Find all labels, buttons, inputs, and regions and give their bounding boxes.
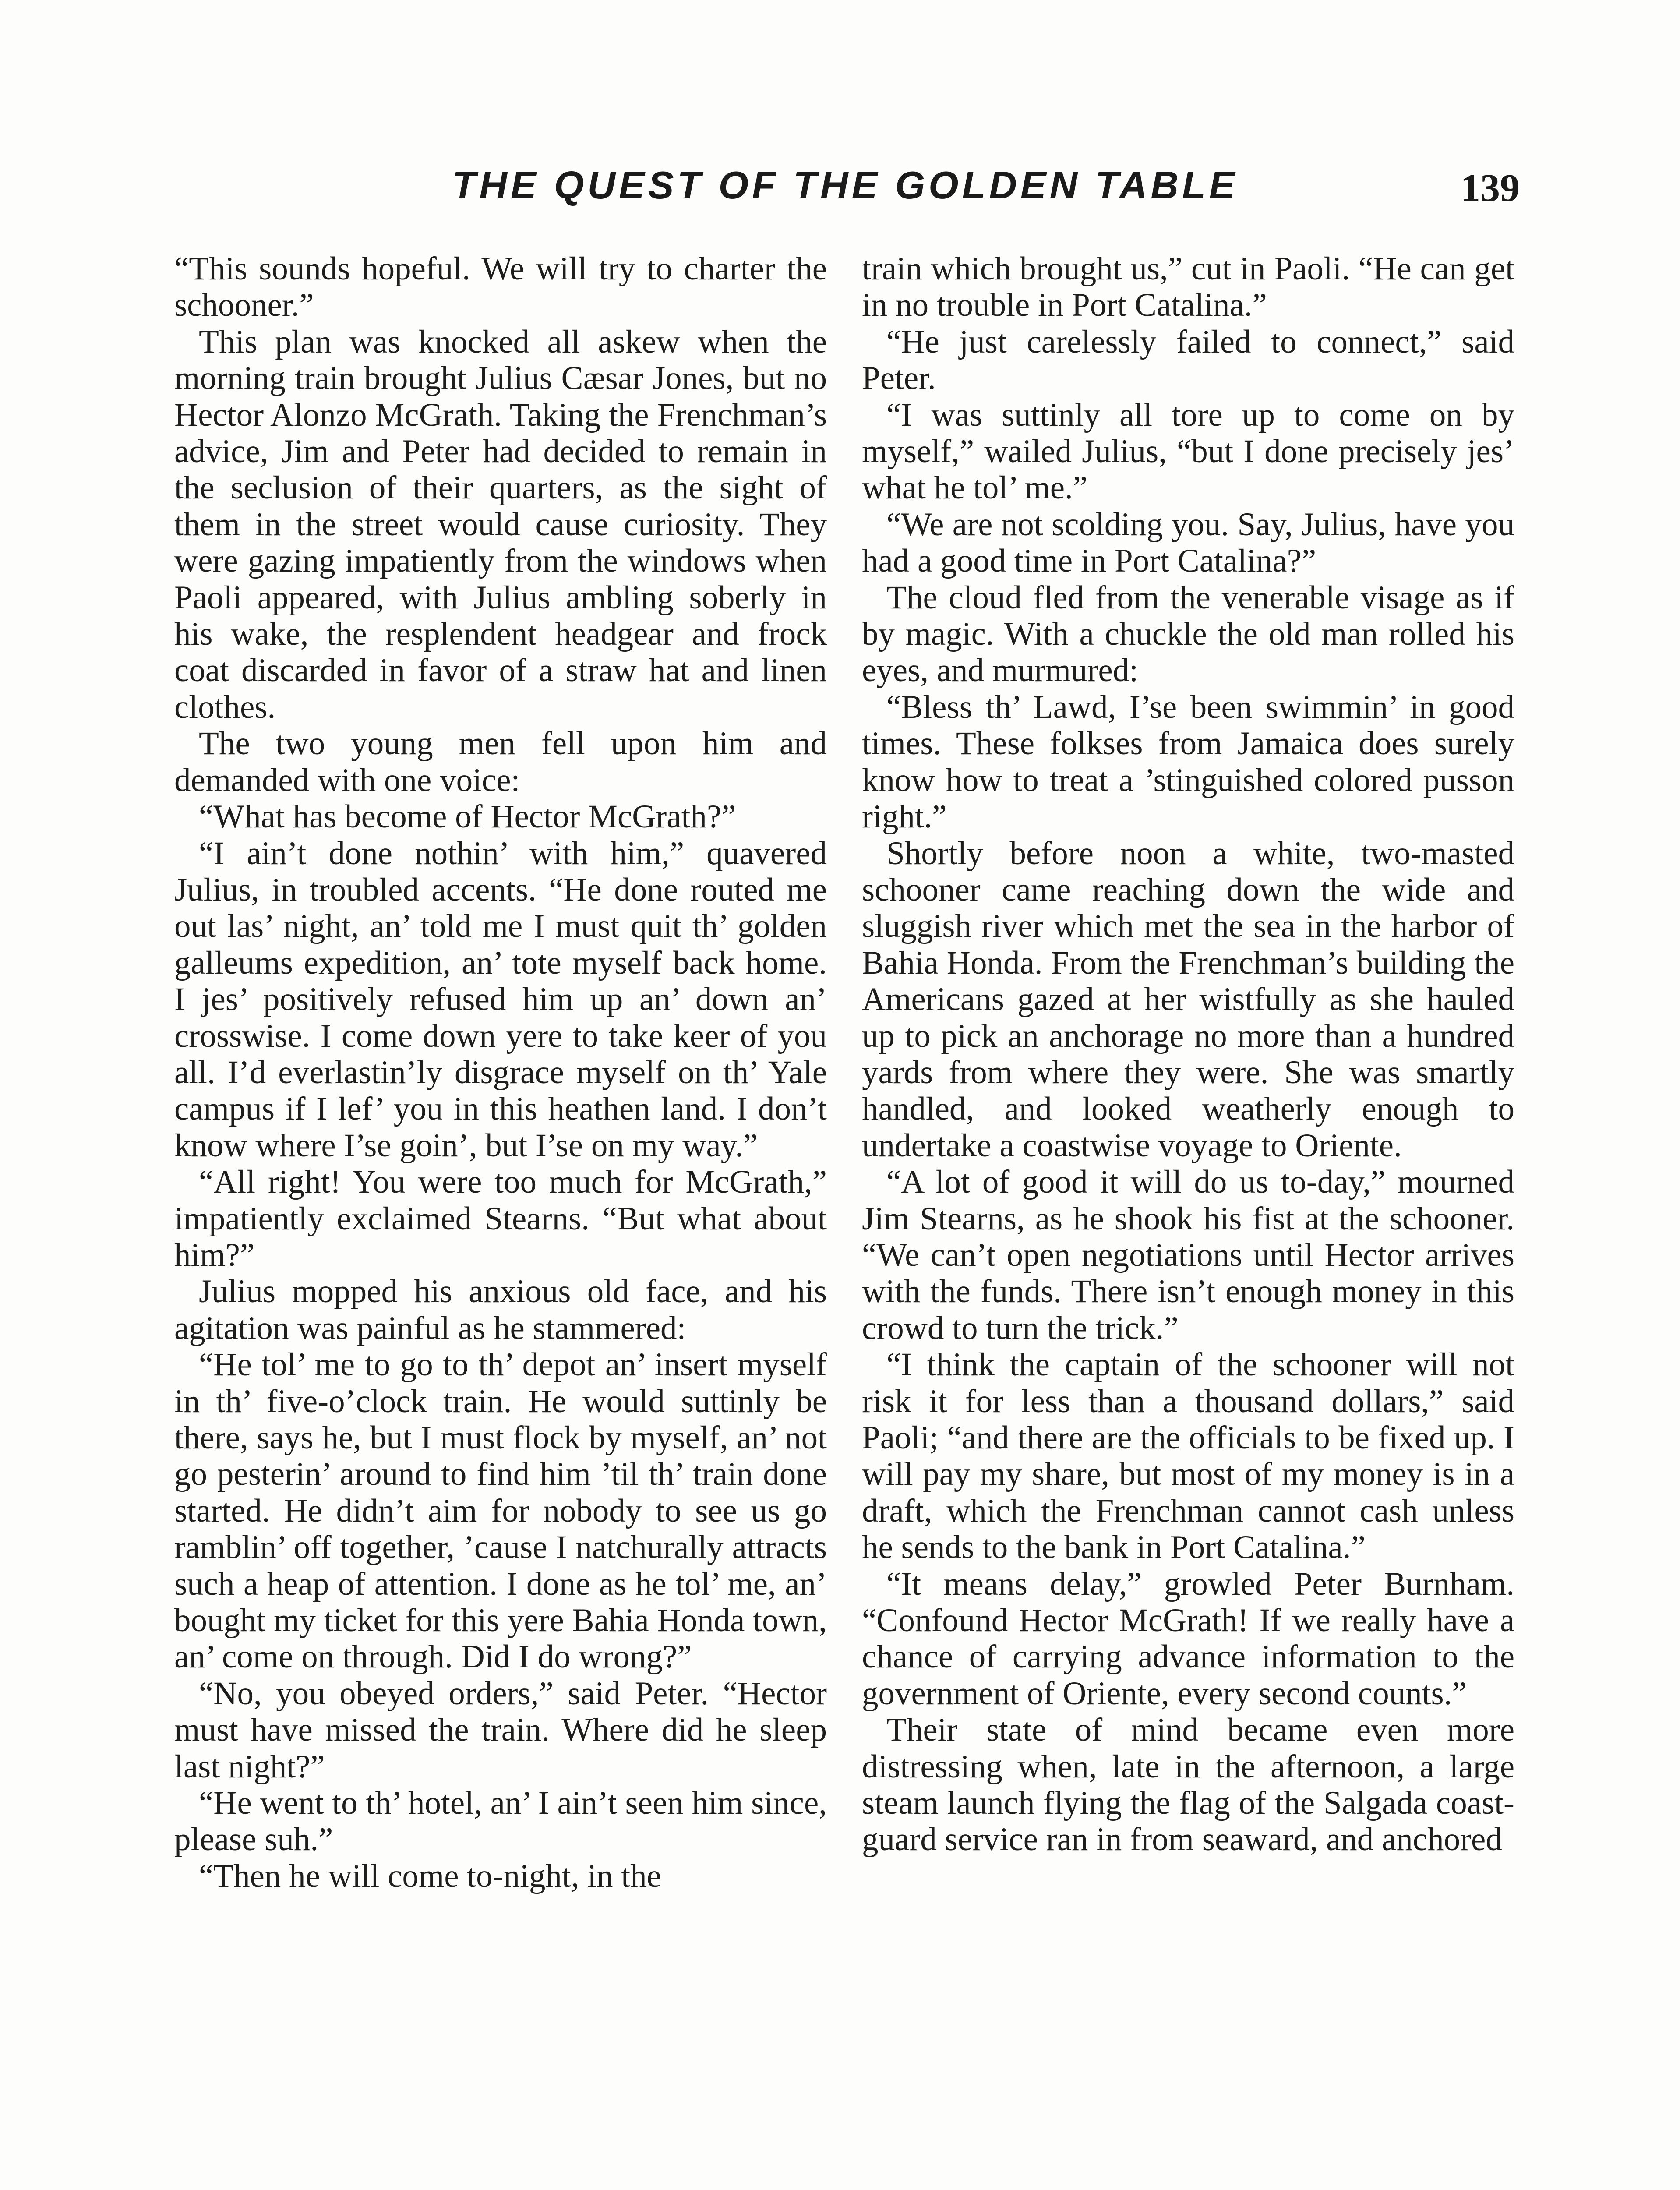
- running-title: THE QUEST OF THE GOLDEN TABLE: [452, 163, 1239, 207]
- paragraph: “He went to th’ hotel, an’ I ain’t seen him since, please suh.”: [174, 1785, 827, 1858]
- paragraph: “All right! You were too much for McGrath,” impatiently exclaimed Stearns. “But what about him?”: [174, 1164, 827, 1273]
- paragraph: Their state of mind became even more distressing when, late in the afternoon, a large steam launch flying the flag of the Salgada coast-guard service ran in from seaward, and anchored: [862, 1712, 1514, 1858]
- right-text-column: [862, 251, 1514, 2190]
- paragraph: “I think the captain of the schooner will not risk it for less than a thousand dollars,” said Paoli; “and there are the officials to be fixed up. I will pay my share, but most of my money is in a draft, which the Frenchman cannot cash unless he sends to the bank in Port Catalina.”: [862, 1346, 1514, 1566]
- paragraph: “Then he will come to-night, in the: [199, 1858, 661, 1894]
- paragraph: The two young men fell upon him and demanded with one voice:: [174, 725, 827, 798]
- paragraph: Shortly before noon a white, two-masted schooner came reaching down the wide and sluggish river which met the sea in the harbor of Bahia Honda. From the Frenchman’s building the Americans gazed at her wistfully as she hauled up to pick an anchorage no more than a hundred yards from where they were. She was smartly handled, and looked weatherly enough to undertake a coastwise voyage to Oriente.: [862, 835, 1514, 1164]
- paragraph: “He just carelessly failed to connect,” said Peter.: [862, 323, 1514, 397]
- paragraph: The cloud fled from the venerable visage as if by magic. With a chuckle the old man rolled his eyes, and murmured:: [862, 579, 1514, 689]
- paragraph: Julius mopped his anxious old face, and his agitation was painful as he stammered:: [174, 1273, 827, 1346]
- left-text-column: [174, 251, 827, 2190]
- paragraph: “What has become of Hector McGrath?”: [199, 798, 736, 835]
- paragraph: This plan was knocked all askew when the morning train brought Julius Cæsar Jones, but no Hector Alonzo McGrath. Taking the Frenchman’s advice, Jim and Peter had decided to remain in the seclusion of their quarters, as the sight of them in the street would cause curiosity. They were gazing impatiently from the windows when Paoli appeared, with Julius ambling soberly in his wake, the resplendent headgear and frock coat discarded in favor of a straw hat and linen clothes.: [174, 323, 827, 725]
- paragraph: “It means delay,” growled Peter Burnham. “Confound Hector McGrath! If we really have a chance of carrying advance information to the government of Oriente, every second counts.”: [862, 1565, 1514, 1712]
- paragraph: “Bless th’ Lawd, I’se been swimmin’ in good times. These folkses from Jamaica does surely know how to treat a ’stinguished colored pusson right.”: [862, 689, 1514, 835]
- paragraph: “I was suttinly all tore up to come on by myself,” wailed Julius, “but I done precisely jes’ what he tol’ me.”: [862, 396, 1514, 506]
- paragraph: “I ain’t done nothin’ with him,” quavered Julius, in troubled accents. “He done routed me out las’ night, an’ told me I must quit th’ golden galleums expedition, an’ tote myself back home. I jes’ positively refused him up an’ down an’ crosswise. I come down yere to take keer of you all. I’d everlastin’ly disgrace myself on th’ Yale campus if I lef’ you in this heathen land. I don’t know where I’se goin’, but I’se on my way.”: [174, 835, 827, 1164]
- page-number: 139: [1461, 166, 1520, 210]
- paragraph: “A lot of good it will do us to-day,” mourned Jim Stearns, as he shook his fist at the schooner. “We can’t open negotiations until Hector arrives with the funds. There isn’t enough money in this crowd to turn the trick.”: [862, 1164, 1514, 1346]
- paragraph: “No, you obeyed orders,” said Peter. “Hector must have missed the train. Where did he sleep last night?”: [174, 1675, 827, 1785]
- paragraph: “We are not scolding you. Say, Julius, have you had a good time in Port Catalina?”: [862, 506, 1514, 579]
- paragraph: train which brought us,” cut in Paoli. “He can get in no trouble in Port Catalina.”: [862, 251, 1514, 324]
- paragraph: “He tol’ me to go to th’ depot an’ insert myself in th’ five-o’clock train. He would suttinly be there, says he, but I must flock by myself, an’ not go pesterin’ around to find him ’til th’ train done started. He didn’t aim for nobody to see us go ramblin’ off together, ’cause I natchurally attracts such a heap of attention. I done as he tol’ me, an’ bought my ticket for this yere Bahia Honda town, an’ come on through. Did I do wrong?”: [174, 1346, 827, 1675]
- paragraph: “This sounds hopeful. We will try to charter the schooner.”: [174, 251, 827, 324]
